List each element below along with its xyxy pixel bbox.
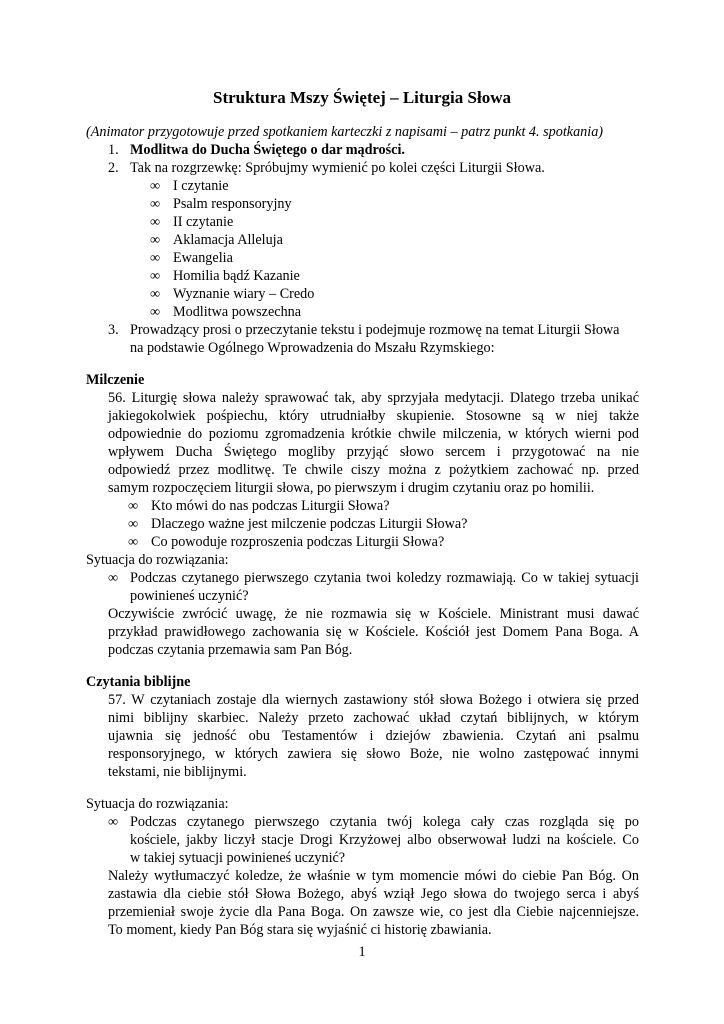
answer-line: Należy wytłumaczyć koledze, że właśnie w tym momencie mówi do ciebie Pan Bóg. On	[108, 868, 639, 884]
list-item: Psalm responsoryjny	[173, 196, 292, 212]
list-item-warmup: Tak na rozgrzewkę: Spróbujmy wymienić po kolei części Liturgii Słowa.	[130, 160, 545, 176]
answer-line: podczas czytania przemawia sam Pan Bóg.	[108, 642, 353, 658]
list-item: Ewangelia	[173, 250, 233, 266]
paragraph-line: nimi biblijny skarbiec. Należy przeto zachować układ czytań biblijnych, w którym	[108, 710, 639, 726]
list-item: Aklamacja Alleluja	[173, 232, 283, 248]
infinity-bullet-icon: ∞	[150, 178, 161, 194]
answer-line: To moment, kiedy Pan Bóg stara się wyjaśnić ci historię zbawiania.	[108, 922, 492, 938]
infinity-bullet-icon: ∞	[150, 214, 161, 230]
question-item: Co powoduje rozproszenia podczas Liturgii Słowa?	[151, 534, 445, 550]
paragraph-line: wpływem Ducha Świętego mogliby przyjąć słowo sercem i przygotować na nie	[108, 444, 639, 460]
paragraph-line: odpowiednie do poziomu zgromadzenia krótkie chwile milczenia, w których wierni pod	[108, 426, 639, 442]
question-item: Kto mówi do nas podczas Liturgii Słowa?	[151, 498, 390, 514]
infinity-bullet-icon: ∞	[150, 268, 161, 284]
list-item: II czytanie	[173, 214, 234, 230]
answer-line: Oczywiście zwrócić uwagę, że nie rozmawia się w Kościele. Ministrant musi dawać	[108, 606, 639, 622]
infinity-bullet-icon: ∞	[108, 814, 119, 830]
situation-text: Podczas czytanego pierwszego czytania twój kolega cały czas rozgląda się po	[130, 814, 639, 830]
list-number: 3.	[108, 322, 119, 338]
answer-line: zastawia dla ciebie stół Słowa Bożego, abyś wziął Jego słowa do twojego serca i abyś	[108, 886, 639, 902]
page-number: 1	[358, 944, 366, 960]
paragraph-line: odpowiedź przez modlitwę. Te chwile ciszy można z pożytkiem zachować np. przed	[108, 462, 639, 478]
situation-text: Podczas czytanego pierwszego czytania twoi koledzy rozmawiają. Co w takiej sytuacji	[130, 570, 639, 586]
list-item: I czytanie	[173, 178, 229, 194]
infinity-bullet-icon: ∞	[150, 196, 161, 212]
situation-text: powinieneś uczynić?	[130, 588, 249, 604]
situation-text: w takiej sytuacji powinieneś uczynić?	[130, 850, 346, 866]
paragraph-line: tekstami, nie biblijnymi.	[108, 764, 247, 780]
paragraph-line: 56. Liturgię słowa należy sprawować tak, aby sprzyjała medytacji. Dlatego trzeba unikać	[108, 390, 639, 406]
infinity-bullet-icon: ∞	[150, 286, 161, 302]
paragraph-line: ujawnia się jedność obu Testamentów i dziejów zbawienia. Czytań ani psalmu	[108, 728, 639, 744]
situation-text: kościele, jakby liczył stacje Drogi Krzyżowej albo obserwował ludzi na kościele. Co	[130, 832, 639, 848]
question-item: Dlaczego ważne jest milczenie podczas Liturgii Słowa?	[151, 516, 468, 532]
section-heading-czytania: Czytania biblijne	[86, 674, 191, 690]
answer-line: przykład prawidłowego zachowania się w Kościele. Kościół jest Domem Pana Boga. A	[108, 624, 639, 640]
infinity-bullet-icon: ∞	[128, 498, 139, 514]
list-item-prayer: Modlitwa do Ducha Świętego o dar mądrości.	[130, 142, 405, 158]
infinity-bullet-icon: ∞	[128, 534, 139, 550]
list-item-task: Prowadzący prosi o przeczytanie tekstu i podejmuje rozmowę na temat Liturgii Słowa	[130, 322, 620, 338]
section-heading-milczenie: Milczenie	[86, 372, 145, 388]
infinity-bullet-icon: ∞	[150, 304, 161, 320]
infinity-bullet-icon: ∞	[150, 250, 161, 266]
paragraph-line: 57. W czytaniach zostaje dla wiernych zastawiony stół słowa Bożego i otwiera się przed	[108, 692, 639, 708]
list-number: 2.	[108, 160, 119, 176]
paragraph-line: samym rozpoczęciem liturgii słowa, po pierwszym i drugim czytaniu oraz po homilii.	[108, 480, 595, 496]
paragraph-line: jakiegokolwiek pośpiechu, który utrudniałby skupienie. Stosowne są w niej także	[108, 408, 639, 424]
list-item: Homilia bądź Kazanie	[173, 268, 300, 284]
page-title: Struktura Mszy Świętej – Liturgia Słowa	[213, 88, 511, 107]
list-item-task-cont: na podstawie Ogólnego Wprowadzenia do Mszału Rzymskiego:	[130, 340, 495, 356]
list-item: Wyznanie wiary – Credo	[173, 286, 315, 302]
answer-line: przemieniał swoje życie dla Pana Boga. On zawsze wie, co jest dla Ciebie najcenniejsze.	[108, 904, 639, 920]
infinity-bullet-icon: ∞	[150, 232, 161, 248]
situation-label: Sytuacja do rozwiązania:	[86, 796, 229, 812]
situation-label: Sytuacja do rozwiązania:	[86, 552, 229, 568]
infinity-bullet-icon: ∞	[108, 570, 119, 586]
list-number: 1.	[108, 142, 119, 158]
infinity-bullet-icon: ∞	[128, 516, 139, 532]
paragraph-line: responsoryjnego, w których zawiera się słowo Boże, nie wolno zastępować innymi	[108, 746, 639, 762]
intro-note: (Animator przygotowuje przed spotkaniem karteczki z napisami – patrz punkt 4. spotkania)	[86, 124, 604, 140]
list-item: Modlitwa powszechna	[173, 304, 302, 320]
